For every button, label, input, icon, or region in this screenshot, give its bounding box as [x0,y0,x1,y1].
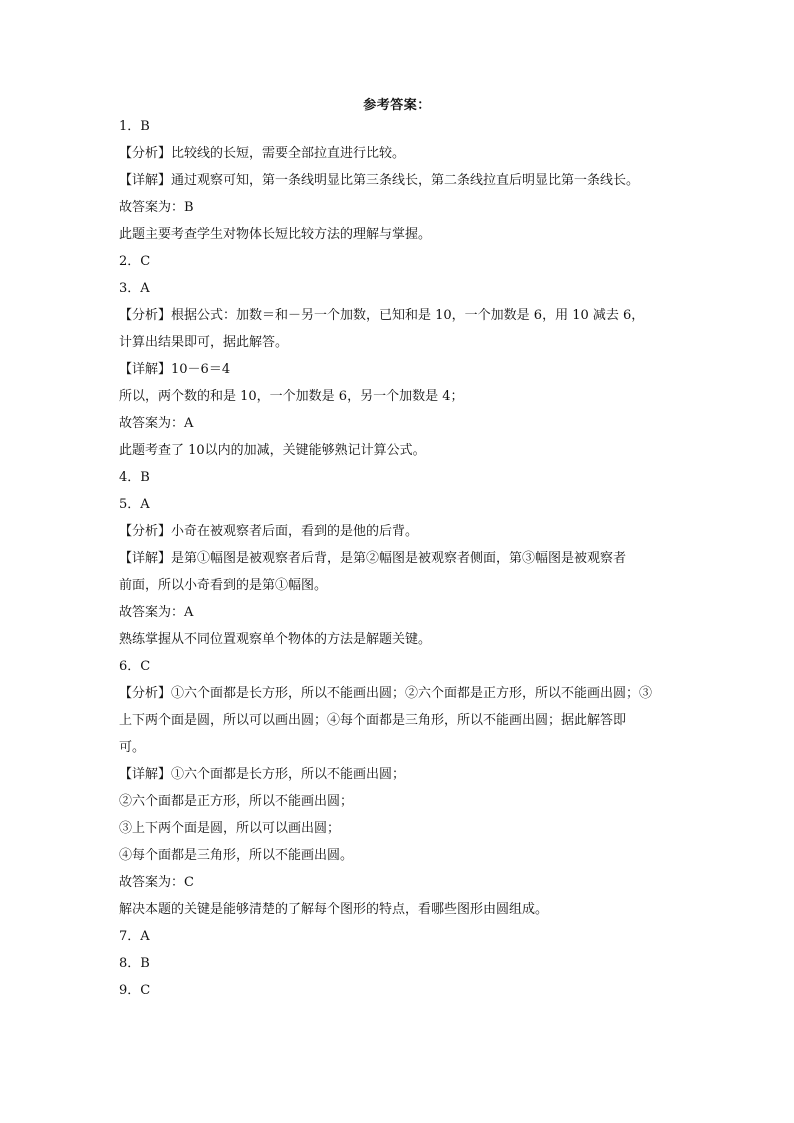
page-title: 参考答案： [363,98,431,113]
answer-line: 故答案为：B [119,200,194,215]
answer-line: 熟练掌握从不同位置观察单个物体的方法是解题关键。 [119,632,432,647]
answer-line: 6．C [119,659,151,674]
answer-line: 解决本题的关键是能够清楚的了解每个图形的特点，看哪些图形由圆组成。 [119,902,549,917]
answer-line: 【分析】比较线的长短，需要全部拉直进行比较。 [119,146,406,161]
answer-line: 1．B [119,119,150,134]
answer-line: 故答案为：A [119,416,194,431]
answer-line: 【详解】10－6＝4 [119,362,231,377]
answer-line: 前面，所以小奇看到的是第①幅图。 [119,578,328,593]
answer-line: 【详解】通过观察可知，第一条线明显比第三条线长，第二条线拉直后明显比第一条线长。 [119,173,640,188]
answer-line: 此题考查了 10以内的加减，关键能够熟记计算公式。 [119,443,426,458]
answer-line: 【详解】①六个面都是长方形，所以不能画出圆； [119,767,406,782]
answer-line: 此题主要考查学生对物体长短比较方法的理解与掌握。 [119,227,432,242]
answer-list [119,113,699,1004]
answer-line: 上下两个面是圆，所以可以画出圆；④每个面都是三角形，所以不能画出圆；据此解答即 [119,713,627,728]
answer-line: ②六个面都是正方形，所以不能画出圆； [119,794,354,809]
answer-line: 故答案为：C [119,875,194,890]
answer-line: 9．C [119,983,151,998]
answer-line: 5．A [119,497,150,512]
answer-line: 计算出结果即可，据此解答。 [119,335,289,350]
answer-line: 【分析】①六个面都是长方形，所以不能画出圆；②六个面都是正方形，所以不能画出圆；③ [119,686,653,701]
answer-line: 故答案为：A [119,605,194,620]
answer-line: 【详解】是第①幅图是被观察者后背，是第②幅图是被观察者侧面，第③幅图是被观察者 [119,551,627,566]
answer-line: 8．B [119,956,150,971]
answer-line: 3．A [119,281,150,296]
answer-line: ④每个面都是三角形，所以不能画出圆。 [119,848,354,863]
answer-line: 可。 [119,740,146,755]
answer-line: ③上下两个面是圆，所以可以画出圆； [119,821,341,836]
answer-line: 【分析】小奇在被观察者后面，看到的是他的后背。 [119,524,419,539]
answer-line: 所以，两个数的和是 10，一个加数是 6，另一个加数是 4； [119,389,464,404]
answer-line: 2．C [119,254,151,269]
answer-line: 【分析】根据公式：加数＝和－另一个加数，已知和是 10，一个加数是 6，用 10 减去 6， [119,308,645,323]
answer-line: 7．A [119,929,150,944]
answer-line: 4．B [119,470,150,485]
